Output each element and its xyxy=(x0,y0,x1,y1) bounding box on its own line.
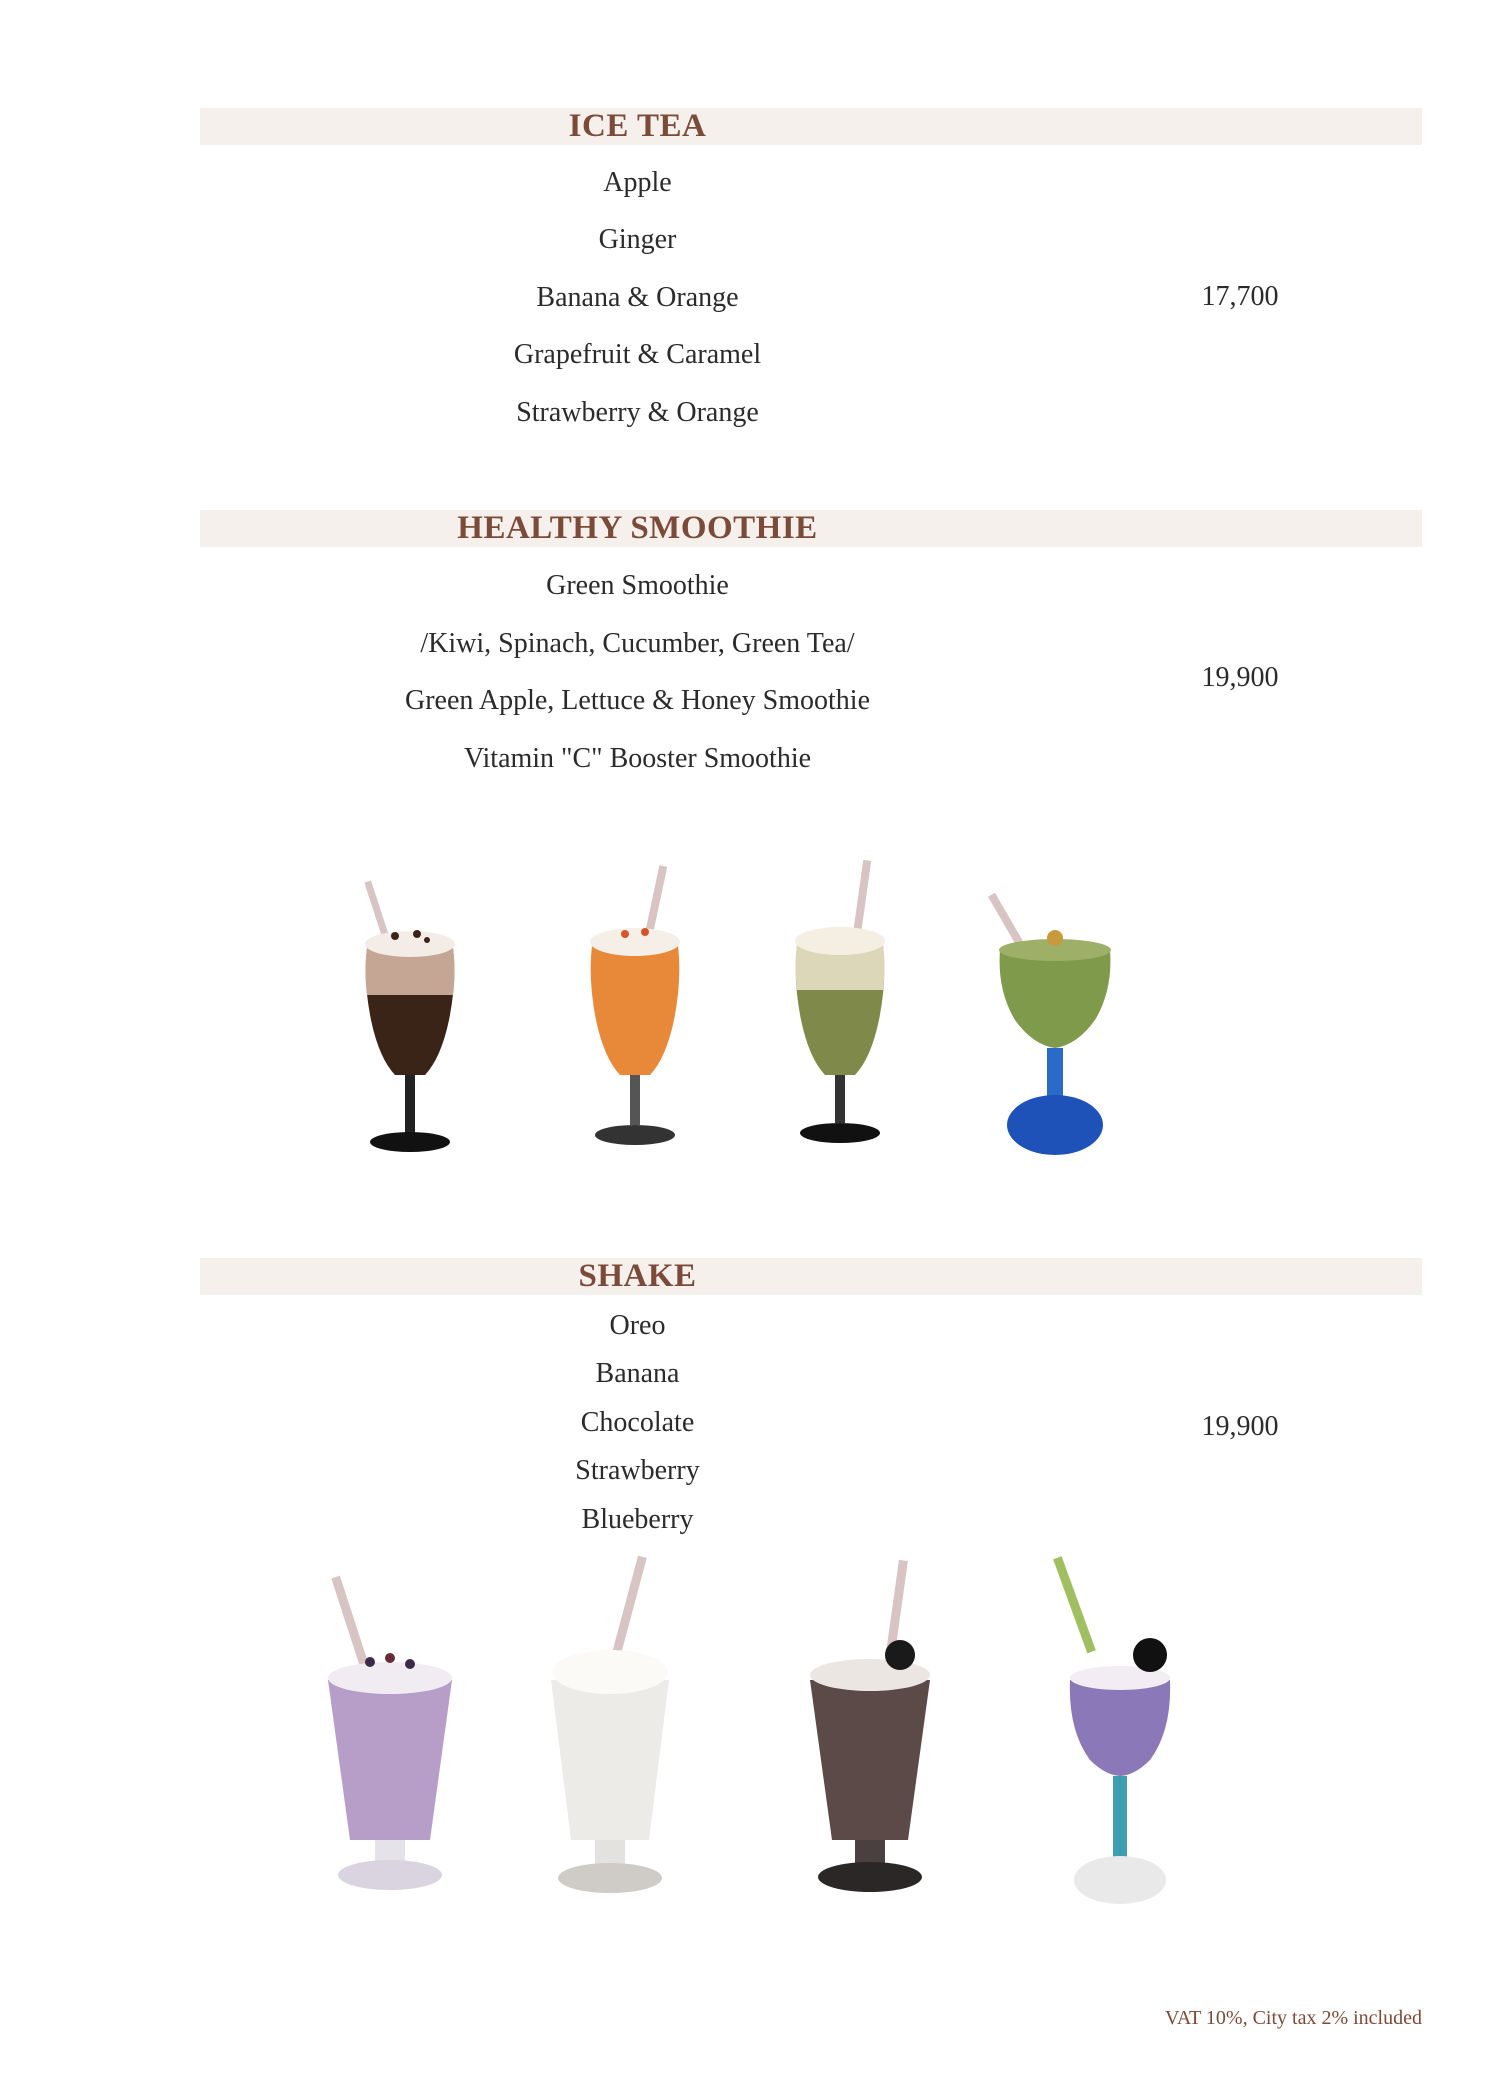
menu-item: Vitamin "C" Booster Smoothie xyxy=(463,743,812,774)
menu-item: Blueberry xyxy=(581,1504,694,1535)
drink-green-smoothie-image xyxy=(985,890,1125,1180)
drink-blueberry-shake-image xyxy=(320,1570,460,1910)
menu-item: Green Smoothie xyxy=(546,570,729,601)
menu-item: Banana xyxy=(595,1358,680,1389)
ice-tea-title: ICE TEA xyxy=(568,108,707,144)
menu-item: Banana & Orange xyxy=(536,282,739,313)
drink-purple-shake-image xyxy=(1050,1550,1190,1915)
menu-item: Strawberry & Orange xyxy=(516,397,759,428)
ice-tea-price: 17,700 xyxy=(1201,281,1279,312)
smoothie-price: 19,900 xyxy=(1201,662,1279,693)
drink-matcha-smoothie-image xyxy=(785,855,895,1180)
smoothie-title: HEALTHY SMOOTHIE xyxy=(457,510,818,546)
menu-item: Chocolate xyxy=(580,1407,695,1438)
menu-item: /Kiwi, Spinach, Cucumber, Green Tea/ xyxy=(420,628,855,659)
drink-orange-smoothie-image xyxy=(580,860,690,1180)
drink-chocolate-smoothie-image xyxy=(355,870,465,1180)
shake-price: 19,900 xyxy=(1201,1411,1279,1442)
menu-item: Grapefruit & Caramel xyxy=(513,339,762,370)
drink-vanilla-shake-image xyxy=(545,1550,675,1910)
menu-item: Strawberry xyxy=(575,1455,700,1486)
menu-item: Apple xyxy=(603,167,672,198)
menu-item: Oreo xyxy=(609,1310,666,1341)
menu-item: Green Apple, Lettuce & Honey Smoothie xyxy=(405,685,870,716)
shake-title: SHAKE xyxy=(578,1258,697,1294)
drink-oreo-shake-image xyxy=(800,1555,940,1910)
menu-item: Ginger xyxy=(598,224,677,255)
tax-note: VAT 10%, City tax 2% included xyxy=(1164,2007,1422,2029)
